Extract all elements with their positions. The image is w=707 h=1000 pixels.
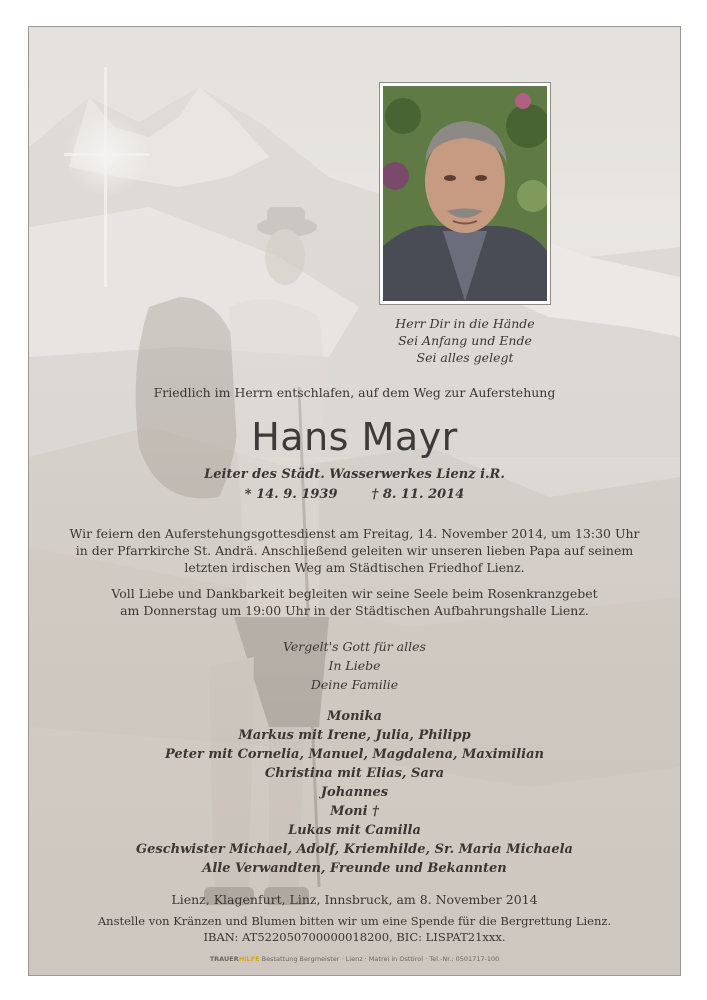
service-line-3: letzten irdischen Weg am Städtischen Friedhof Lienz. [184, 560, 525, 575]
thanks-line-1: Vergelt's Gott für alles [283, 639, 426, 654]
deceased-name: Hans Mayr [251, 415, 458, 459]
portrait-photo [379, 82, 551, 305]
donation-line-2: IBAN: AT522050700000018200, BIC: LISPAT21xxx. [203, 930, 506, 944]
rosary-line-2: am Donnerstag um 19:00 Uhr in der Städtischen Aufbahrungshalle Lienz. [120, 603, 589, 618]
footer-text: Bestattung Bergmeister · Lienz · Matrei in Osttirol · Tel.-Nr.: 0501717-100 [261, 955, 500, 963]
deceased-title: Leiter des Städt. Wasserwerkes Lienz i.R. [204, 467, 505, 482]
place-date: Lienz, Klagenfurt, Linz, Innsbruck, am 8. November 2014 [171, 892, 538, 907]
rosary-line-1: Voll Liebe und Dankbarkeit begleiten wir seine Seele beim Rosenkranzgebet [111, 586, 598, 601]
family-member: Monika [327, 709, 382, 724]
donation-line-1: Anstelle von Kränzen und Blumen bitten wir um eine Spende für die Bergrettung Lienz. [97, 914, 612, 928]
footer-logo-part1: TRAUER [209, 955, 239, 963]
funeral-home-footer [29, 955, 680, 963]
family-member: Peter mit Cornelia, Manuel, Magdalena, Maximilian [165, 747, 544, 762]
thanks-line-2: In Liebe [328, 658, 381, 673]
service-line-1: Wir feiern den Auferstehungsgottesdienst am Freitag, 14. November 2014, um 13:30 Uhr [69, 526, 640, 541]
thanks-line-3: Deine Familie [310, 677, 399, 692]
family-member: Markus mit Irene, Julia, Philipp [238, 728, 471, 743]
footer-logo-part2: HILFE [238, 955, 260, 963]
birth-date: * 14. 9. 1939 [244, 487, 338, 502]
intro-line: Friedlich im Herrn entschlafen, auf dem Weg zur Auferstehung [153, 385, 556, 400]
life-dates [29, 487, 680, 502]
verse-line-3: Sei alles gelegt [416, 350, 514, 365]
verse-line-1: Herr Dir in die Hände [395, 316, 535, 331]
portrait-image [383, 86, 547, 301]
death-date: † 8. 11. 2014 [371, 487, 465, 502]
family-member: Geschwister Michael, Adolf, Kriemhilde, Sr. Maria Michaela [136, 842, 573, 857]
service-line-2: in der Pfarrkirche St. Andrä. Anschließend geleiten wir unseren lieben Papa auf seinem [75, 543, 634, 558]
obituary-card [28, 26, 681, 976]
verse-line-2: Sei Anfang und Ende [398, 333, 532, 348]
family-member: Alle Verwandten, Freunde und Bekannten [202, 861, 507, 876]
family-member: Lukas mit Camilla [288, 823, 421, 838]
family-member: Johannes [320, 785, 389, 800]
family-member: Moni † [330, 804, 379, 819]
family-member: Christina mit Elias, Sara [264, 766, 445, 781]
